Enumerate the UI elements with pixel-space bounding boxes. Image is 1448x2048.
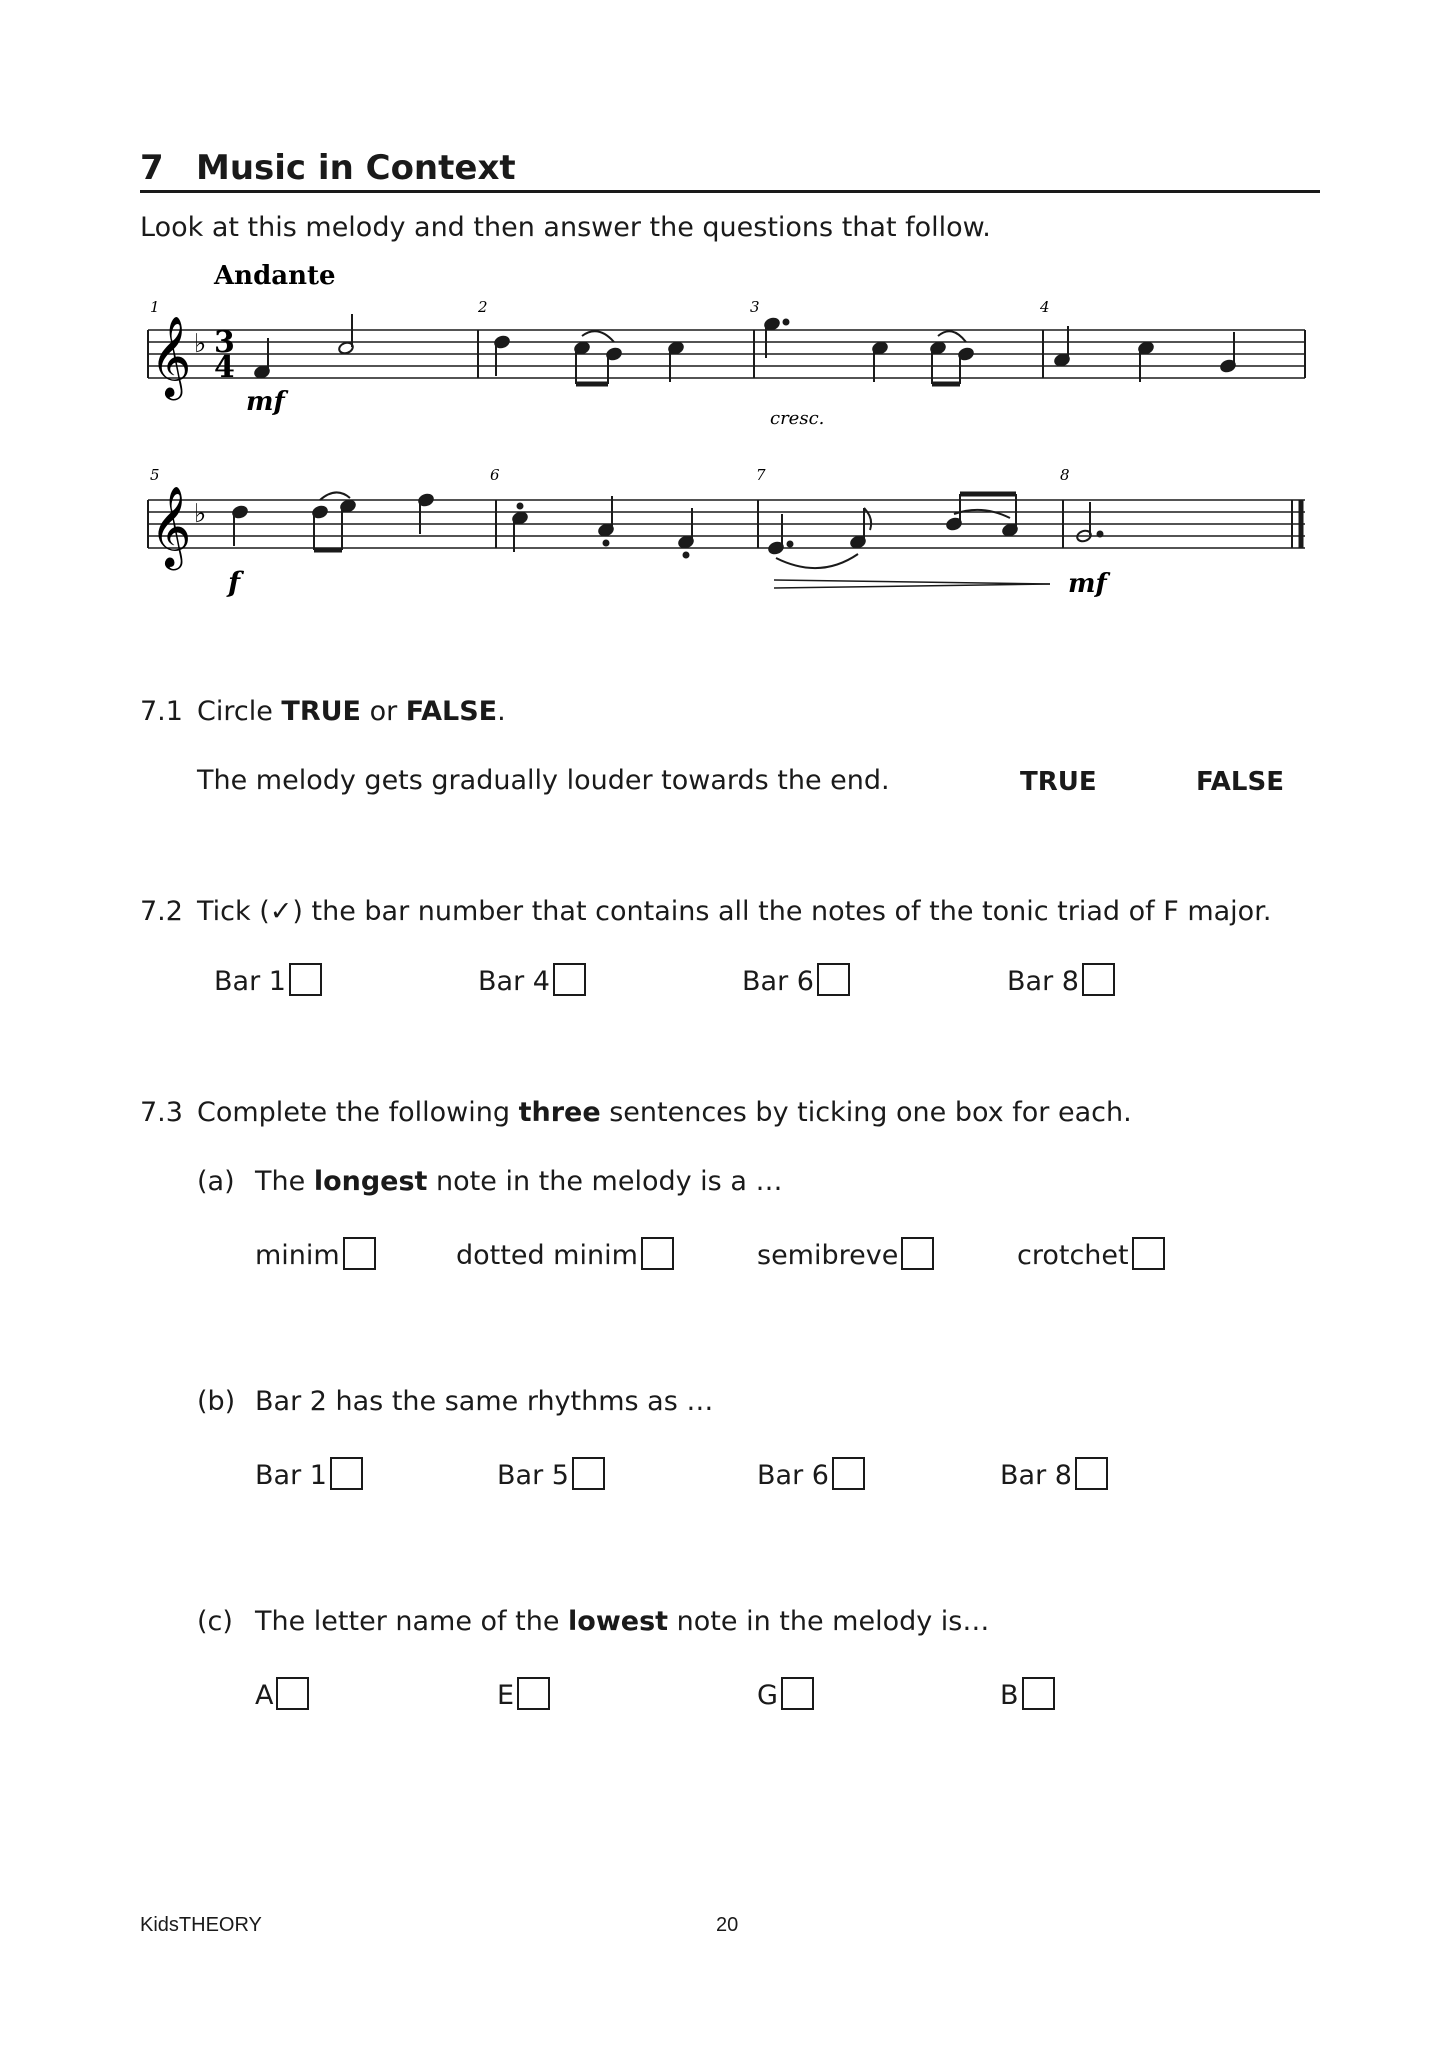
- bar-number: 6: [490, 466, 500, 484]
- tick-box[interactable]: [572, 1457, 605, 1490]
- bar-number: 2: [478, 298, 488, 316]
- bar-number: 5: [150, 466, 160, 484]
- q73c-label: (c): [197, 1606, 233, 1637]
- q72-number: 7.2: [140, 896, 183, 927]
- q73b-label: (b): [197, 1386, 236, 1417]
- intro-text: Look at this melody and then answer the questions that follow.: [140, 212, 991, 243]
- treble-clef-icon: 𝄞: [150, 485, 192, 567]
- q71-statement: The melody gets gradually louder towards the end.: [197, 765, 890, 796]
- q73c-option-a: A: [255, 1680, 309, 1713]
- bar-number: 7: [756, 466, 766, 484]
- dynamic-mf: mf: [1068, 569, 1107, 599]
- dynamic-mf: mf: [246, 387, 285, 417]
- tempo-marking: Andante: [214, 261, 336, 291]
- q73b-option-bar-6: Bar 6: [757, 1460, 865, 1493]
- flat-icon: ♭: [194, 499, 207, 529]
- tick-box[interactable]: [517, 1677, 550, 1710]
- true-option[interactable]: TRUE: [1020, 767, 1097, 797]
- tick-box[interactable]: [832, 1457, 865, 1490]
- time-sig-bottom: 4: [214, 350, 235, 385]
- q73a-option-dotted-minim: dotted minim: [456, 1240, 674, 1273]
- q71-instruction: Circle TRUE or FALSE.: [197, 696, 506, 727]
- q72-instruction: Tick (✓) the bar number that contains all the notes of the tonic triad of F major.: [197, 896, 1272, 927]
- tick-box[interactable]: [553, 963, 586, 996]
- tick-box[interactable]: [817, 963, 850, 996]
- tick-box[interactable]: [343, 1237, 376, 1270]
- page-number: 20: [716, 1914, 739, 1936]
- q72-option-bar-6: Bar 6: [742, 966, 850, 999]
- q73b-text: Bar 2 has the same rhythms as …: [255, 1386, 714, 1417]
- tick-box[interactable]: [781, 1677, 814, 1710]
- q73b-option-bar-5: Bar 5: [497, 1460, 605, 1493]
- tick-box[interactable]: [1022, 1677, 1055, 1710]
- q73a-text: The longest note in the melody is a …: [255, 1166, 783, 1197]
- notes-system-1: [254, 314, 1237, 384]
- music-score: [0, 250, 1448, 610]
- tick-icon: ✓: [269, 896, 293, 927]
- tick-box[interactable]: [1082, 963, 1115, 996]
- q73c-option-b: B: [1000, 1680, 1055, 1713]
- bar-number: 8: [1060, 466, 1070, 484]
- q73c-option-e: E: [497, 1680, 550, 1713]
- q72-option-bar-1: Bar 1: [214, 966, 322, 999]
- q73b-option-bar-8: Bar 8: [1000, 1460, 1108, 1493]
- time-sig-top: 3: [214, 325, 235, 360]
- q73b-option-bar-1: Bar 1: [255, 1460, 363, 1493]
- false-option[interactable]: FALSE: [1196, 767, 1284, 797]
- tick-box[interactable]: [1075, 1457, 1108, 1490]
- section-title: Music in Context: [196, 148, 516, 188]
- staff-system-1: [148, 330, 1305, 378]
- dynamic-cresc: cresc.: [770, 408, 825, 429]
- footer-brand: KidsTHEORY: [140, 1914, 262, 1936]
- q73c-text: The letter name of the lowest note in the melody is…: [255, 1606, 990, 1637]
- bar-number: 1: [150, 298, 160, 316]
- q72-option-bar-8: Bar 8: [1007, 966, 1115, 999]
- q71-number: 7.1: [140, 696, 183, 727]
- notes-system-2: [232, 492, 1103, 588]
- q73a-label: (a): [197, 1166, 235, 1197]
- flat-icon: ♭: [194, 329, 207, 359]
- q73c-option-g: G: [757, 1680, 814, 1713]
- section-heading: [140, 148, 1320, 193]
- tick-box[interactable]: [1132, 1237, 1165, 1270]
- q73a-option-semibreve: semibreve: [757, 1240, 934, 1273]
- q73-instruction: Complete the following three sentences by ticking one box for each.: [197, 1097, 1132, 1128]
- tick-box[interactable]: [289, 963, 322, 996]
- q73-number: 7.3: [140, 1097, 183, 1128]
- tick-box[interactable]: [330, 1457, 363, 1490]
- dynamic-f: f: [228, 566, 241, 599]
- q73a-option-minim: minim: [255, 1240, 376, 1273]
- q73a-option-crotchet: crotchet: [1017, 1240, 1165, 1273]
- treble-clef-icon: 𝄞: [150, 315, 192, 397]
- tick-box[interactable]: [641, 1237, 674, 1270]
- tick-box[interactable]: [901, 1237, 934, 1270]
- q72-option-bar-4: Bar 4: [478, 966, 586, 999]
- section-number: 7: [140, 148, 164, 188]
- tick-box[interactable]: [276, 1677, 309, 1710]
- bar-number: 3: [750, 298, 760, 316]
- bar-number: 4: [1040, 298, 1050, 316]
